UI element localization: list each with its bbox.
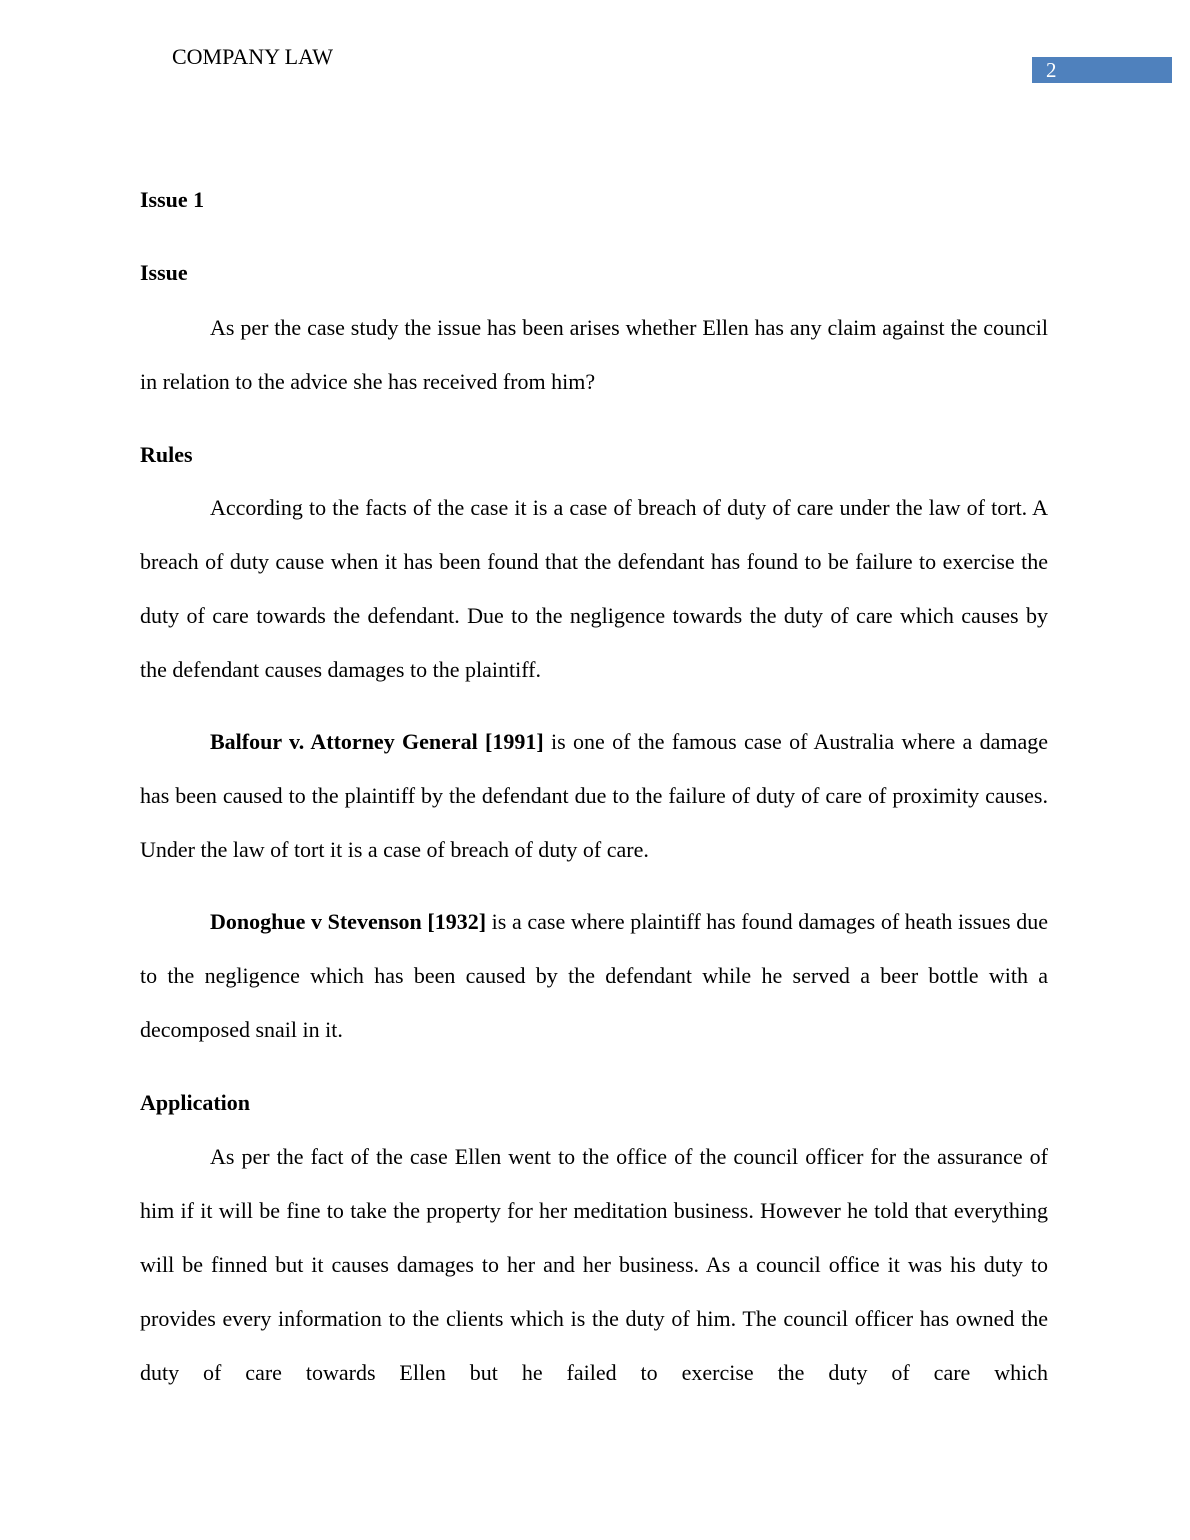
rules-paragraph: According to the facts of the case it is a case of breach of duty of care under the law of tort. A breach of duty cause when it has been found that the defendant has found to be failure to exercise the duty of care towards the defendant. Due to the negligence towards the duty of care which causes by the defendant causes damages to the plaintiff. bbox=[140, 495, 1048, 682]
heading-issue-1: Issue 1 bbox=[140, 187, 205, 212]
heading-rules: Rules bbox=[140, 442, 193, 467]
application-paragraph: As per the fact of the case Ellen went to the office of the council officer for the assurance of him if it will be fine to take the property for her meditation business. However he told that everything will be finned but it causes damages to her and her business. As a council office it was his duty to provides every information to the clients which is the duty of him. The council officer has owned the duty of care towards Ellen but he failed to exercise the duty of care which bbox=[140, 1144, 1048, 1385]
heading-issue: Issue bbox=[140, 260, 188, 285]
balfour-paragraph bbox=[140, 715, 1048, 877]
donoghue-paragraph bbox=[140, 895, 1048, 1057]
issue-paragraph: As per the case study the issue has been arises whether Ellen has any claim against the council in relation to the advice she has received from him? bbox=[140, 315, 1048, 394]
case-citation: Donoghue v Stevenson [1932] bbox=[210, 909, 487, 934]
paragraph-text: is a case where plaintiff has found damages of heath issues due to the negligence which has been caused by the defendant while he served a beer bottle with a decomposed snail in it. bbox=[140, 909, 1049, 1042]
paragraph-text: is one of the famous case of Australia where a damage has been caused to the plaintiff by the defendant due to the failure of duty of care of proximity causes. Under the law of tort it is a case of breach of duty of care. bbox=[140, 729, 1048, 862]
page-number: 2 bbox=[1032, 57, 1172, 83]
heading-application: Application bbox=[140, 1090, 251, 1115]
header-title: COMPANY LAW bbox=[172, 44, 334, 69]
case-citation: Balfour v. Attorney General [1991] bbox=[210, 729, 544, 754]
